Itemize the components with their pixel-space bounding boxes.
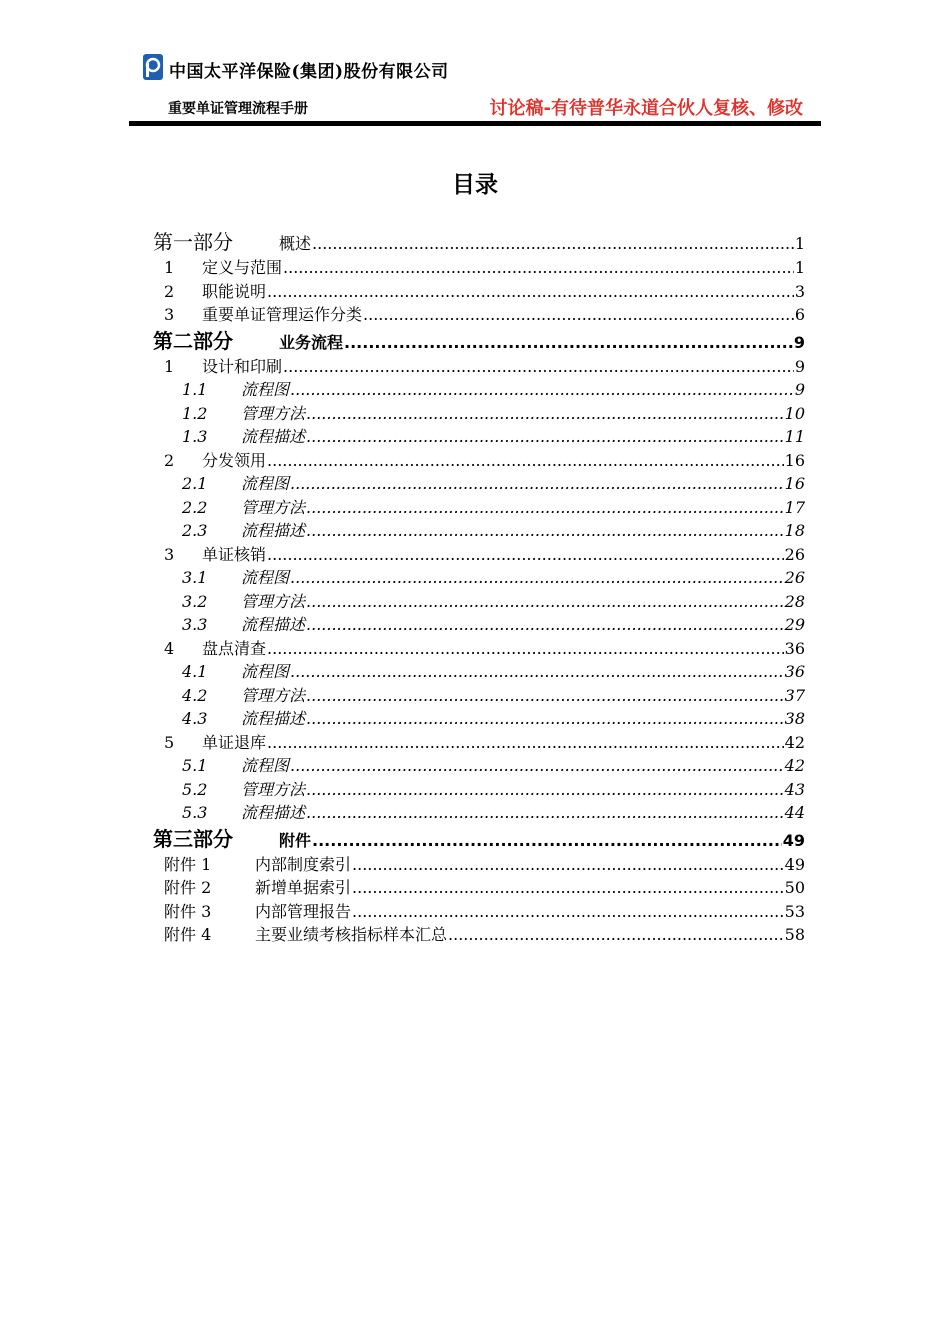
toc-entry[interactable]: 1 设计和印刷 ..... 9 [153,355,805,379]
toc-entry[interactable]: 4.2 管理方法 ..... 37 [153,684,805,708]
toc-entry-part-2[interactable]: 第二部分 业务流程 ..... 9 [153,327,805,355]
toc-entry[interactable]: 1.2 管理方法 ..... 10 [153,402,805,426]
toc-entry[interactable]: 3.3 流程描述 ..... 29 [153,613,805,637]
table-of-contents [153,228,805,947]
toc-entry-appendix[interactable]: 附件 4 主要业绩考核指标样本汇总 ..... 58 [153,923,805,947]
toc-entry-appendix[interactable]: 附件 1 内部制度索引 ..... 49 [153,853,805,877]
toc-entry[interactable]: 1 定义与范围 ..... 1 [153,256,805,280]
toc-entry[interactable]: 2 职能说明 ..... 3 [153,280,805,304]
draft-note: 讨论稿-有待普华永道合伙人复核、修改 [489,98,803,119]
toc-entry[interactable]: 5 单证退库 ..... 42 [153,731,805,755]
toc-entry[interactable]: 4.1 流程图 ..... 36 [153,660,805,684]
toc-entry[interactable]: 5.2 管理方法 ..... 43 [153,778,805,802]
toc-entry-appendix[interactable]: 附件 2 新增单据索引 ..... 50 [153,876,805,900]
toc-entry[interactable]: 1.1 流程图 ..... 9 [153,378,805,402]
cpic-logo-icon [143,54,163,80]
toc-entry[interactable]: 5.1 流程图 ..... 42 [153,754,805,778]
toc-entry-part-3[interactable]: 第三部分 附件 ..... 49 [153,825,805,853]
header-rule [129,121,821,126]
toc-entry[interactable]: 3.1 流程图 ..... 26 [153,566,805,590]
toc-entry[interactable]: 1.3 流程描述 ..... 11 [153,425,805,449]
company-logo [143,48,449,86]
toc-entry[interactable]: 4 盘点清查 ..... 36 [153,637,805,661]
toc-entry[interactable]: 5.3 流程描述 ..... 44 [153,801,805,825]
toc-entry[interactable]: 2 分发领用 ..... 16 [153,449,805,473]
toc-entry-appendix[interactable]: 附件 3 内部管理报告 ..... 53 [153,900,805,924]
document-name: 重要单证管理流程手册 [168,101,308,117]
toc-entry[interactable]: 3 重要单证管理运作分类 ..... 6 [153,303,805,327]
toc-entry[interactable]: 3.2 管理方法 ..... 28 [153,590,805,614]
company-name: 中国太平洋保险(集团)股份有限公司 [169,62,449,82]
toc-entry-part-1[interactable]: 第一部分 概述 ..... 1 [153,228,805,256]
toc-entry[interactable]: 2.3 流程描述 ..... 18 [153,519,805,543]
toc-entry[interactable]: 2.1 流程图 ..... 16 [153,472,805,496]
toc-entry[interactable]: 4.3 流程描述 ..... 38 [153,707,805,731]
toc-entry[interactable]: 3 单证核销 ..... 26 [153,543,805,567]
toc-entry[interactable]: 2.2 管理方法 ..... 17 [153,496,805,520]
toc-title: 目录 [452,172,498,198]
